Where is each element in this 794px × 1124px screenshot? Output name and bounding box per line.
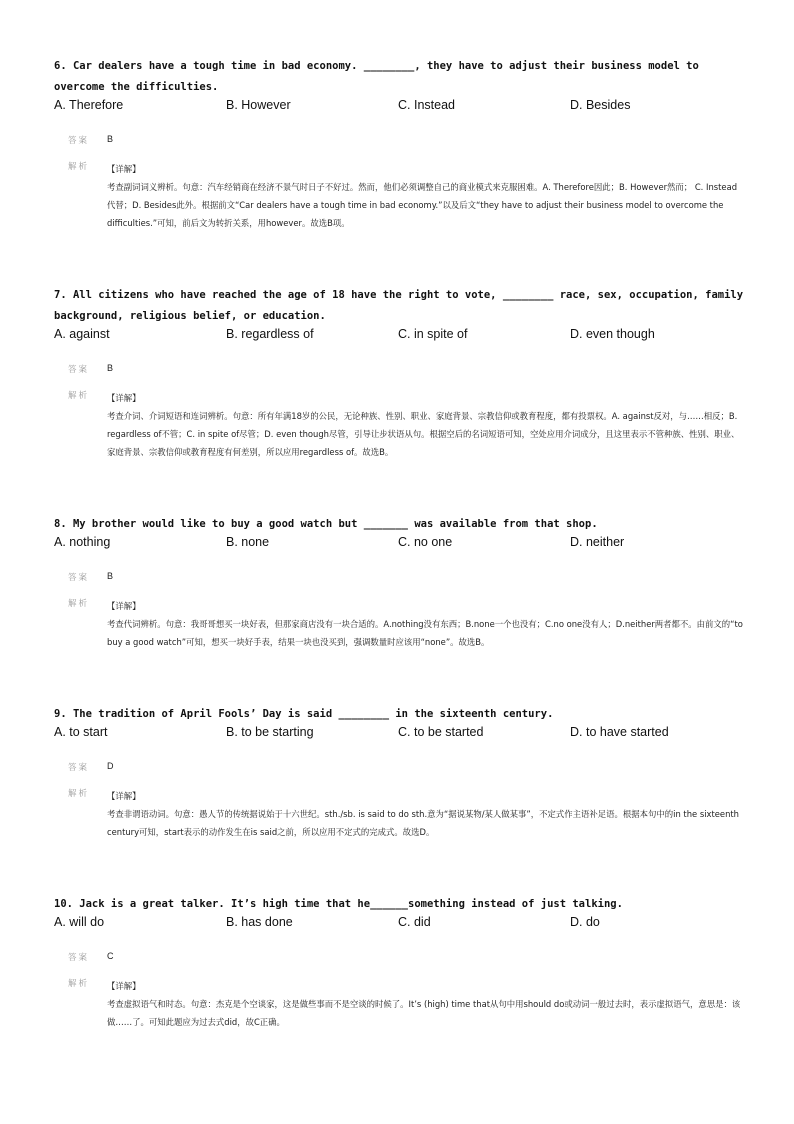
analysis-body xyxy=(107,787,744,841)
options-row xyxy=(54,327,744,347)
option-b: B. none xyxy=(226,535,270,549)
answer-label: 答案 xyxy=(68,573,90,583)
question-stem: 6. Car dealers have a tough time in bad economy. ________, they have to adjust their business model to overcome the difficulties. xyxy=(54,60,699,93)
option-a: A. Therefore xyxy=(54,98,124,112)
option-b: B. However xyxy=(226,98,291,112)
option-d: D. even though xyxy=(570,327,655,341)
answer-value: C xyxy=(107,951,114,961)
options-row xyxy=(54,98,744,118)
question-9 xyxy=(54,704,744,841)
analysis-row xyxy=(54,160,744,232)
detail-header: 【详解】 xyxy=(107,164,141,174)
analysis-body xyxy=(107,389,744,461)
option-a: A. nothing xyxy=(54,535,111,549)
question-stem: 10. Jack is a great talker. It’s high time that he______something instead of just talking. xyxy=(54,898,623,910)
analysis-label: 解析 xyxy=(68,391,90,401)
option-c: C. Instead xyxy=(398,98,455,112)
options-row xyxy=(54,535,744,555)
option-d: D. neither xyxy=(570,535,625,549)
explanation-text: 考查非谓语动词。句意：愚人节的传统据说始于十六世纪。sth./sb. is said to do sth.意为“据说某物/某人做某事”，不定式作主语补足语。根据本句中的in the sixteenth century可知，start表示的动作发生在is said之前，所以应用不定式的完成式。故选D。 xyxy=(107,809,739,837)
answer-row xyxy=(54,134,744,152)
option-c: C. to be started xyxy=(398,725,484,739)
options-row xyxy=(54,725,744,745)
answer-label: 答案 xyxy=(68,365,90,375)
explanation-text: 考查代词辨析。句意：我哥哥想买一块好表，但那家商店没有一块合适的。A.nothing没有东西；B.none一个也没有；C.no one没有人；D.neither两者都不。由前文的“to buy a good watch”可知，想买一块好手表，结果一块也没买到，强调数量时应该用“none”。故选B。 xyxy=(107,619,743,647)
analysis-body xyxy=(107,597,744,651)
question-10 xyxy=(54,894,744,1031)
option-c: C. did xyxy=(398,915,431,929)
answer-row xyxy=(54,363,744,381)
answer-value: B xyxy=(107,363,114,373)
option-d: D. do xyxy=(570,915,600,929)
analysis-row xyxy=(54,597,744,651)
answer-value: B xyxy=(107,134,114,144)
options-row xyxy=(54,915,744,935)
option-c: C. no one xyxy=(398,535,453,549)
detail-header: 【详解】 xyxy=(107,791,141,801)
option-b: B. to be starting xyxy=(226,725,314,739)
answer-label: 答案 xyxy=(68,953,90,963)
question-stem: 8. My brother would like to buy a good watch but _______ was available from that shop. xyxy=(54,518,598,530)
answer-label: 答案 xyxy=(68,136,90,146)
option-b: B. regardless of xyxy=(226,327,314,341)
explanation-text: 考查副词词义辨析。句意：汽车经销商在经济不景气时日子不好过。然而，他们必须调整自己的商业模式来克服困难。A. Therefore因此；B. However然而； C. Instead代替；D. Besides此外。根据前文“Car dealers have a tough time in bad economy.”以及后文“they have to adjust their business model to overcome the difficulties.”可知，前后文为转折关系，用however。故选B项。 xyxy=(107,182,738,228)
answer-value: D xyxy=(107,761,114,771)
answer-row xyxy=(54,951,744,969)
question-stem: 9. The tradition of April Fools’ Day is said ________ in the sixteenth century. xyxy=(54,708,554,720)
analysis-body xyxy=(107,977,744,1031)
option-b: B. has done xyxy=(226,915,293,929)
analysis-label: 解析 xyxy=(68,789,90,799)
analysis-row xyxy=(54,389,744,461)
option-c: C. in spite of xyxy=(398,327,468,341)
answer-label: 答案 xyxy=(68,763,90,773)
detail-header: 【详解】 xyxy=(107,601,141,611)
question-8 xyxy=(54,514,744,651)
explanation-text: 考查虚拟语气和时态。句意：杰克是个空谈家，这是做些事而不是空谈的时候了。It’s (high) time that从句中用should do或动词一般过去时，表示虚拟语气，意思是：该做……了。可知此题应为过去式did，故C正确。 xyxy=(107,999,741,1027)
analysis-label: 解析 xyxy=(68,162,90,172)
analysis-row xyxy=(54,977,744,1031)
analysis-body xyxy=(107,160,744,232)
analysis-label: 解析 xyxy=(68,599,90,609)
answer-row xyxy=(54,571,744,589)
option-d: D. to have started xyxy=(570,725,669,739)
analysis-row xyxy=(54,787,744,841)
question-6 xyxy=(54,56,744,232)
option-a: A. will do xyxy=(54,915,105,929)
option-a: A. against xyxy=(54,327,110,341)
detail-header: 【详解】 xyxy=(107,393,141,403)
question-stem: 7. All citizens who have reached the age of 18 have the right to vote, ________ race, sex, occupation, family background, religious belief, or education. xyxy=(54,289,744,322)
answer-row xyxy=(54,761,744,779)
option-d: D. Besides xyxy=(570,98,631,112)
analysis-label: 解析 xyxy=(68,979,90,989)
answer-value: B xyxy=(107,571,114,581)
option-a: A. to start xyxy=(54,725,108,739)
explanation-text: 考查介词、介词短语和连词辨析。句意：所有年满18岁的公民，无论种族、性别、职业、家庭背景、宗教信仰或教育程度，都有投票权。A. against反对，与……相反；B. regardless of不管；C. in spite of尽管；D. even though尽管，引导让步状语从句。根据空后的名词短语可知，空处应用介词成分，且这里表示不管种族、性别、职业、家庭背景、宗教信仰或教育程度有何差别，所以应用regardless of。故选B。 xyxy=(107,411,740,457)
question-7 xyxy=(54,285,744,461)
detail-header: 【详解】 xyxy=(107,981,141,991)
